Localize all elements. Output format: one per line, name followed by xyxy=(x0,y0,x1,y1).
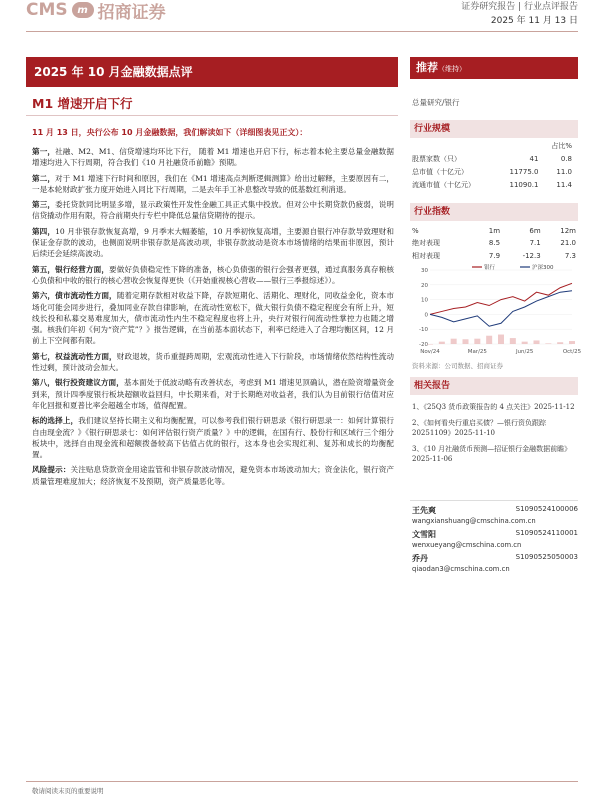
paragraph-lead: 第六，债市流动性方面， xyxy=(32,291,117,301)
rating-label: 推荐 xyxy=(416,61,438,74)
analyst-name: 文雪阳 xyxy=(412,530,436,539)
body-paragraph xyxy=(32,226,394,260)
body-paragraph xyxy=(32,464,394,487)
index-cell-label: 绝对表现 xyxy=(412,238,440,247)
rating-note: （维持） xyxy=(438,65,466,73)
scale-cell-value: 41 xyxy=(529,155,539,164)
body-paragraph xyxy=(32,290,394,346)
header-meta xyxy=(461,0,578,28)
chart-series-line-0 xyxy=(430,283,572,314)
chart-relative-bar xyxy=(474,339,480,344)
paragraph-text: 关注贴息贷款资金用途监管和非银存款波动情况，避免资本市场波动加大；资金法化，银行资产质量管理难度加大；经济恢复不及预期，资产质量恶化等。 xyxy=(32,465,395,486)
industry-index-table xyxy=(412,225,576,263)
report-title: 2025 年 10 月金融数据点评 xyxy=(26,57,398,87)
index-header-cell: 6m xyxy=(529,226,541,235)
chart-relative-bar xyxy=(545,343,551,344)
subtitle-divider xyxy=(26,115,398,116)
table-row xyxy=(412,236,576,249)
paragraph-text: 随着定期存款相对收益下降，存款短期化、活期化、理财化，同收益金化，资本市场化可能会同步进行，叠加同业存款自律影响，在流动性宽松下，做大银行负债不稳定程度会有所上升，短线长投和私募交易难度加大，债市流动性内生不稳定程度也将上升，央行对银行间流动性掌控力也随之增强。核我们年初《何为“资产荒”？》报告逻辑，在当前基本面状态下，利率已经进入了合理均衡区间，12 月前上下空间都有限。 xyxy=(32,291,394,346)
analyst-email[interactable]: qiaodan3@cmschina.com.cn xyxy=(412,565,510,573)
related-report-link[interactable]: 1、《25Q3 货币政策报告的 4 点关注》2025-11-12 xyxy=(412,403,575,411)
chart-y-tick-label: -10 xyxy=(419,327,428,334)
paragraph-text: 10 月非银存款恢复高增，9 月季末大幅萎缩，10 月季初恢复高增，主要源自银行冲存款导致理财和保证金存款的波动，也侧面说明非银存款是高波动项，非银存款波动是资本市场情绪的结果而非原因，预计后续还会延续高波动。 xyxy=(32,226,394,259)
body-paragraph xyxy=(32,377,394,411)
rating-banner xyxy=(410,57,578,79)
chart-relative-bar xyxy=(451,339,457,344)
industry-scale-table xyxy=(412,140,576,191)
paragraph-text: 委托贷款同比明显多增，显示政策性开发性金融工具正式集中投放。但对公中长期贷款仍疲弱，说明信贷撬动作用有限，符合前期央行专栏中降低总量信贷期待的提示。 xyxy=(32,200,395,221)
industry-index-heading: 行业指数 xyxy=(410,203,578,221)
chart-y-tick-label: 10 xyxy=(421,297,428,304)
intro-text: 11 月 13 日，央行公布 10 月金融数据，我们解读如下（详细图表见正文）： xyxy=(32,128,308,137)
index-header-cell: 12m xyxy=(560,226,576,235)
index-cell-v3: 21.0 xyxy=(560,238,576,247)
paragraph-text: 我们建议坚持长期主义和均衡配置，可以参考我们银行研思录《银行研思录一：如何计算银行自由现金流？》《银行研思录七：如何评估银行资产质量？》中的逻辑，在国有行、股份行和区域行三个细分板块中，选择自由现金流和超额拨备较高下估值占优的银行，这本身也会实现红利、复苏和成长的均衡配置。 xyxy=(32,416,395,460)
paragraph-lead: 第二， xyxy=(32,173,55,183)
analyst-entry xyxy=(412,553,578,573)
related-reports-heading: 相关报告 xyxy=(410,377,578,395)
index-cell-v2: -12.3 xyxy=(522,251,541,260)
body-paragraph xyxy=(32,351,394,374)
paragraph-text: 对于 M1 增速下行时间和原因，我们在《M1 增速高点判断逻辑测算》给出过解释，主要原因有二，一是本轮财政扩张力度开始进入同比下行周期，二是去年手工补息整改导致的低基数红利消退。 xyxy=(32,173,394,194)
footer-divider xyxy=(26,781,578,782)
chart-relative-bar xyxy=(427,344,433,345)
paragraph-lead: 第七，权益流动性方面， xyxy=(32,351,117,361)
table-row xyxy=(412,153,576,166)
analyst-name: 王先爽 xyxy=(412,506,436,515)
body-paragraph xyxy=(32,415,394,460)
paragraph-lead: 标的选择上， xyxy=(32,416,79,426)
index-cell-v1: 8.5 xyxy=(488,238,501,247)
logo-chinese-text: 招商证券 xyxy=(97,2,166,23)
chart-relative-bar xyxy=(498,335,504,344)
chart-y-tick-label: 30 xyxy=(421,268,428,274)
index-cell-v2: 7.1 xyxy=(529,238,541,247)
industry-scale-heading: 行业规模 xyxy=(410,120,578,138)
chart-series-line-1 xyxy=(430,291,572,327)
chart-relative-bar xyxy=(534,340,540,344)
chart-legend-label: 银行 xyxy=(484,265,496,271)
analyst-entry xyxy=(412,505,578,525)
chart-x-tick-label: Jun/25 xyxy=(515,349,534,355)
analyst-divider xyxy=(410,500,578,501)
index-cell-v1: 7.9 xyxy=(488,251,501,260)
paragraph-text: 要做好负债稳定性下降的准备，核心负债强的银行会强者更强，通过真服务真存粮核心负债和中收的银行的核心营收会恢复得更快（《开始重视核心营收——银行三季报综述》）。 xyxy=(32,264,394,285)
scale-cell-pct: 11.0 xyxy=(556,167,572,176)
paragraph-lead: 风险提示： xyxy=(32,465,71,475)
index-cell-v3: 7.3 xyxy=(564,251,576,260)
analyst-email[interactable]: wenxueyang@cmschina.com.cn xyxy=(412,541,522,549)
company-logo xyxy=(26,0,166,23)
related-report-link[interactable]: 2、《如何看央行重启买债？—银行资负跟踪 20251109》2025-11-10 xyxy=(412,418,546,437)
scale-cell-value: 11775.0 xyxy=(509,167,539,176)
header-divider xyxy=(26,31,578,32)
paragraph-text: 基本面处于低波动略有改善状态，考虑到 M1 增速见顶确认，潜在险资增量资金到来，预计四季度银行板块超额收益回归，中长期来看，对于长期绝对收益者，我们认为目前银行估值对应年化回报和夏普比率会超越全市场，值得配置。 xyxy=(32,378,395,410)
chart-x-tick-label: Oct/25 xyxy=(562,349,582,355)
chart-svg xyxy=(412,262,582,360)
chart-legend-label: 沪深300 xyxy=(532,265,554,271)
body-paragraph xyxy=(32,199,394,222)
related-report-link[interactable]: 3、《10 月社融货币预测—招证银行金融数据前瞻》2025-11-06 xyxy=(412,444,572,463)
analyst-license-id: S1090525050003 xyxy=(515,553,578,561)
report-body xyxy=(32,146,394,491)
chart-relative-bar xyxy=(557,342,563,344)
index-header-cell: % xyxy=(412,226,419,235)
chart-x-tick-label: Mar/25 xyxy=(467,349,487,355)
analyst-license-id: S1090524110001 xyxy=(515,529,578,537)
chart-y-tick-label: 20 xyxy=(421,282,428,289)
paragraph-lead: 第四， xyxy=(32,226,56,236)
scale-cell-pct: 11.4 xyxy=(556,180,572,189)
table-row xyxy=(412,166,576,179)
logo-cms-text: CMS xyxy=(26,0,68,20)
paragraph-lead: 第八，银行投资建议方面， xyxy=(32,378,124,388)
scale-cell-label: 股票家数（只） xyxy=(412,155,461,164)
paragraph-lead: 第一， xyxy=(32,147,56,156)
body-paragraph xyxy=(32,264,394,287)
index-cell-label: 相对表现 xyxy=(412,251,440,260)
paragraph-text: 财政退坡，货币重提跨周期，宏观流动性进入下行阶段，市场情绪依然结构性流动性过剩，预计波动会加大。 xyxy=(32,351,394,373)
report-subtitle: M1 增速开启下行 xyxy=(32,96,133,111)
chart-y-tick-label: 0 xyxy=(424,312,428,319)
footer-note: 敬请阅读末页的重要说明 xyxy=(32,787,104,795)
scale-cell-pct: 0.8 xyxy=(560,155,572,164)
index-header-cell: 1m xyxy=(488,226,501,235)
chart-relative-bar xyxy=(510,338,516,344)
report-type: 证券研究报告 | 行业点评报告 xyxy=(461,2,578,12)
chart-relative-bar xyxy=(486,336,492,344)
table-row xyxy=(412,178,576,191)
chart-relative-bar xyxy=(463,339,469,344)
scale-pct-header: 占比% xyxy=(551,142,572,151)
analyst-entry xyxy=(412,529,578,549)
body-paragraph xyxy=(32,146,394,169)
scale-cell-label: 总市值（十亿元） xyxy=(412,167,468,176)
analyst-license-id: S1090524100006 xyxy=(515,505,578,513)
analyst-email[interactable]: wangxianshuang@cmschina.com.cn xyxy=(412,517,536,525)
chart-x-tick-label: Nov/24 xyxy=(420,349,440,355)
chart-source: 资料来源：公司数据、招商证券 xyxy=(412,362,503,370)
table-row xyxy=(412,140,576,153)
report-date: 2025 年 11 月 13 日 xyxy=(490,16,578,26)
chart-y-tick-label: -20 xyxy=(419,342,428,348)
logo-mark-icon: m xyxy=(72,2,94,18)
paragraph-lead: 第三， xyxy=(32,200,56,210)
index-performance-chart xyxy=(412,262,582,360)
sector-label: 总量研究/银行 xyxy=(412,98,460,107)
page-header xyxy=(0,0,600,38)
analyst-name: 乔丹 xyxy=(412,554,428,563)
table-row xyxy=(412,225,576,236)
paragraph-lead: 第五，银行经营方面， xyxy=(32,264,110,274)
scale-cell-value: 11090.1 xyxy=(509,180,539,189)
paragraph-text: 社融、M2、M1、信贷增速均环比下行， 随着 M1 增速也开启下行，标志着本轮主要总量金融数据增速均进入下行周期，符合我们《10 月社融货币前瞻》预期。 xyxy=(32,147,394,168)
chart-relative-bar xyxy=(569,341,575,344)
scale-cell-label: 流通市值（十亿元） xyxy=(412,180,475,189)
chart-relative-bar xyxy=(439,342,445,344)
related-reports-list xyxy=(412,402,576,470)
table-row xyxy=(412,249,576,262)
body-paragraph xyxy=(32,173,394,196)
chart-relative-bar xyxy=(522,342,528,344)
analyst-list xyxy=(412,505,578,577)
